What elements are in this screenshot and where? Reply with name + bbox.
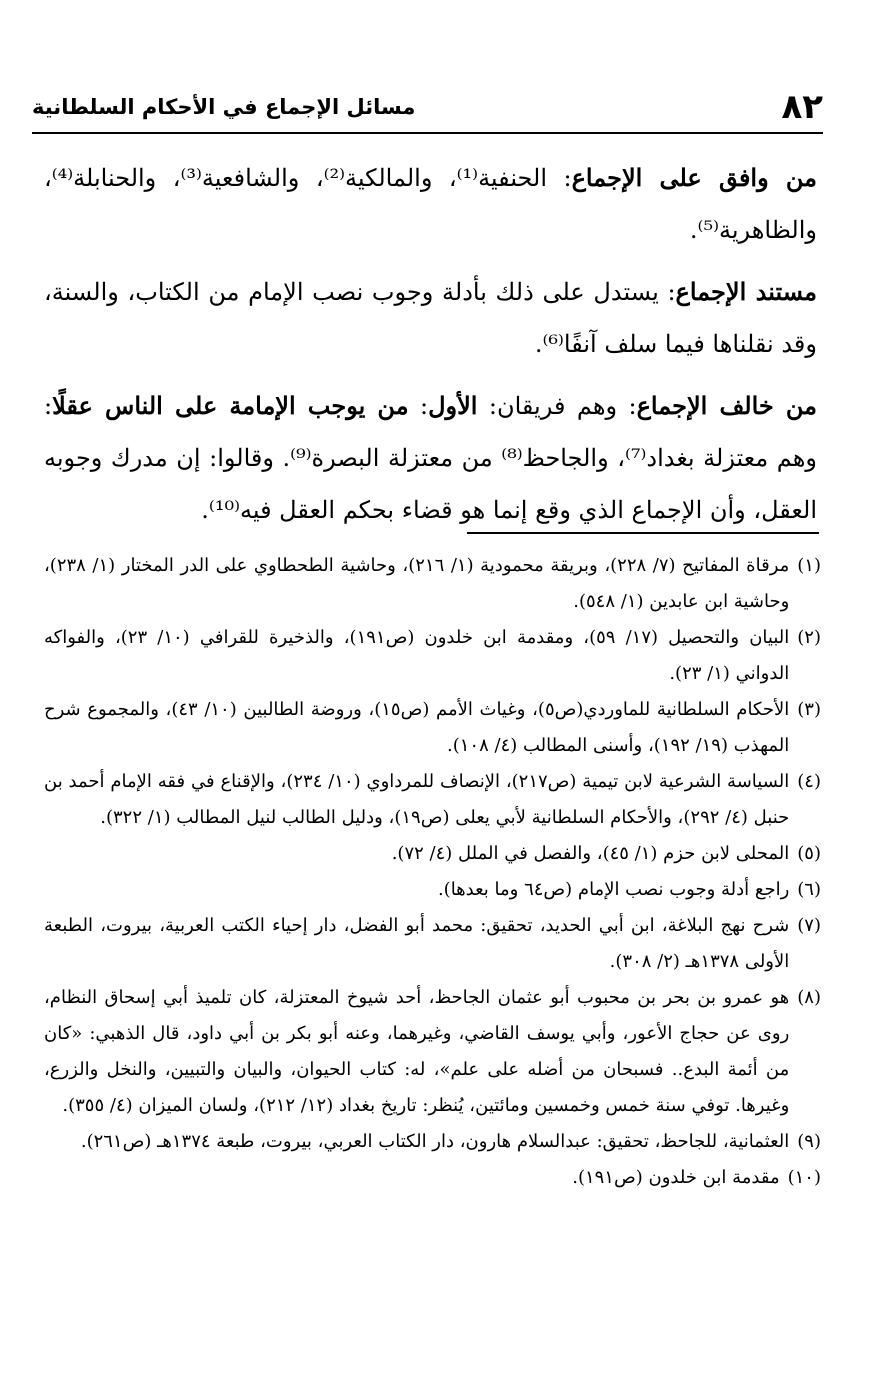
footnote-separator [467,532,819,534]
first-label: الأول [428,391,478,420]
footnote-text: شرح نهج البلاغة، ابن أبي الحديد، تحقيق: محمد أبو الفضل، دار إحياء الكتب العربية، بيروت، الطبعة الأولى ١٣٧٨هـ (٢/ ٣٠٨). [44,915,790,972]
footnote-3 [44,692,821,764]
paragraph-basis [44,266,817,370]
footnote-text: البيان والتحصيل (١٧/ ٥٩)، ومقدمة ابن خلدون (ص١٩١)، والذخيرة للقرافي (١٠/ ٢٣)، والفواكه الدواني (١/ ٢٣). [44,627,790,684]
footnote-2 [44,620,821,692]
basis-label: مستند الإجماع [675,277,817,306]
footnote-number: (٥) [797,843,821,864]
footnote-number: (١٠) [787,1167,821,1188]
running-title: مسائل الإجماع في الأحكام السلطانية [32,95,416,119]
footnote-number: (٧) [797,915,821,936]
footnote-number: (٨) [797,987,821,1008]
footnote-text: السياسة الشرعية لابن تيمية (ص٢١٧)، الإنصاف للمرداوي (١٠/ ٢٣٤)، والإقناع في فقه الإمام أحمد بن حنبل (٤/ ٢٩٢)، والأحكام السلطانية لأبي يعلى (ص١٩)، ودليل الطالب لنيل المطالب (١/ ٣٢٢). [44,771,790,828]
agreement-label: من وافق على الإجماع [571,163,818,192]
footnote-6 [44,872,821,908]
footnote-number: (٩) [797,1131,821,1152]
footnote-text: مقدمة ابن خلدون (ص١٩١). [572,1167,780,1188]
footnote-4 [44,764,821,836]
dissent-label: من خالف الإجماع [636,391,818,420]
footnote-number: (١) [797,555,821,576]
footnote-text: الأحكام السلطانية للماوردي(ص٥)، وغياث الأمم (ص١٥)، وروضة الطالبين (١٠/ ٤٣)، والمجموع شرح المهذب (١٩/ ١٩٢)، وأسنى المطالب (٤/ ١٠٨). [44,699,790,756]
footnote-9 [44,1124,821,1160]
footnote-number: (٢) [797,627,821,648]
footnote-1 [44,548,821,620]
footnote-text: راجع أدلة وجوب نصب الإمام (ص٦٤ وما بعدها). [437,879,790,900]
paragraph-dissent [44,380,817,536]
footnote-text: العثمانية، للجاحظ، تحقيق: عبدالسلام هارون، دار الكتاب العربي، بيروت، طبعة ١٣٧٤هـ (ص٢٦١). [80,1131,790,1152]
dissent-text-a: : وهم فريقان: [477,392,637,420]
main-text [44,152,817,546]
dissent-text-c: : وهم معتزلة بغداد⁽⁷⁾، والجاحظ⁽⁸⁾ من معتزلة البصرة⁽⁹⁾. وقالوا: إن مدرك وجوبه العقل، وأن الإجماع الذي وقع إنما هو قضاء بحكم العقل فيه⁽¹⁰⁾. [44,392,817,524]
footnote-number: (٣) [797,699,821,720]
footnote-number: (٤) [797,771,821,792]
footnote-7 [44,908,821,980]
paragraph-agreement [44,152,817,256]
footnote-text: المحلى لابن حزم (١/ ٤٥)، والفصل في الملل (٤/ ٧٢). [391,843,790,864]
obligation-label: من يوجب الإمامة على الناس عقلًا [52,391,409,420]
page-header [32,82,823,134]
dissent-text-b: : [408,392,429,420]
footnote-text: مرقاة المفاتيح (٧/ ٢٢٨)، وبريقة محمودية (١/ ٢١٦)، وحاشية الطحطاوي على الدر المختار (١/ ٢٣٨)، وحاشية ابن عابدين (١/ ٥٤٨). [44,555,790,612]
basis-text: : يستدل على ذلك بأدلة وجوب نصب الإمام من الكتاب، والسنة، وقد نقلناها فيما سلف آنفًا⁽⁶⁾. [44,278,817,358]
footnote-number: (٦) [797,879,821,900]
footnote-5 [44,836,821,872]
footnote-text: هو عمرو بن بحر بن محبوب أبو عثمان الجاحظ، أحد شيوخ المعتزلة، كان تلميذ أبي إسحاق النظام، روى عن حجاج الأعور، وأبي يوسف القاضي، وغيرهما، وعنه أبو بكر بن أبي داود، قال الذهبي: «كان من أئمة البدع.. فسبحان من أضله على علم»، له: كتاب الحيوان، والبيان والتبيين، والنخل والزرع، وغيرها. توفي سنة خمس وخمسين ومائتين، يُنظر: تاريخ بغداد (١٢/ ٢١٢)، ولسان الميزان (٤/ ٣٥٥). [44,987,790,1116]
footnote-8 [44,980,821,1124]
footnotes [44,548,821,1196]
footnote-10 [44,1160,821,1196]
agreement-text: : الحنفية⁽¹⁾، والمالكية⁽²⁾، والشافعية⁽³⁾، والحنابلة⁽⁴⁾، والظاهرية⁽⁵⁾. [44,164,817,244]
page-number: ٨٢ [781,87,823,127]
